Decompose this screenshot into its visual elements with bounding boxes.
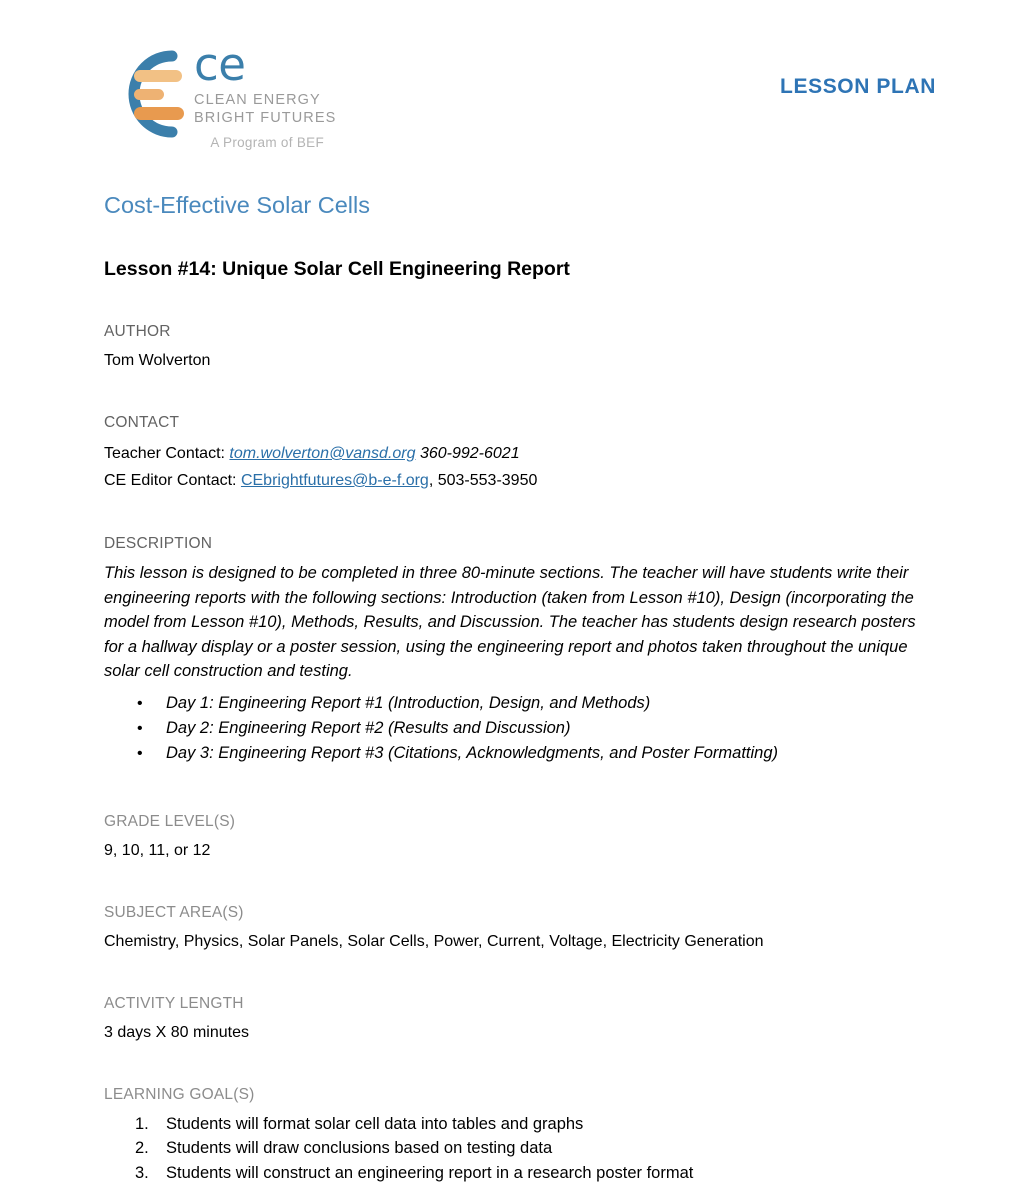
logo-program-line: A Program of BEF [210, 135, 324, 150]
list-item [104, 1112, 956, 1137]
description-day-list [104, 691, 956, 766]
section-grade-level [104, 812, 956, 863]
editor-contact-line [104, 467, 956, 494]
editor-contact-label: CE Editor Contact: [104, 472, 241, 489]
list-item-label: Day 2: Engineering Report #2 (Results and Discussion) [166, 718, 571, 737]
section-contact [104, 413, 956, 494]
bullet-icon: • [137, 719, 143, 737]
page-title: Cost-Effective Solar Cells [104, 192, 370, 218]
list-item [104, 716, 956, 741]
section-heading-subject-area: SUBJECT AREA(S) [104, 903, 244, 921]
section-heading-description: DESCRIPTION [104, 535, 213, 552]
list-item-label: Students will construct an engineering report in a research poster format [166, 1163, 694, 1182]
section-heading-learning-goals: LEARNING GOAL(S) [104, 1085, 255, 1103]
section-heading-activity-length: ACTIVITY LENGTH [104, 994, 244, 1012]
list-item [104, 691, 956, 716]
teacher-contact-label: Teacher Contact: [104, 445, 230, 462]
section-description [104, 534, 956, 766]
section-author [104, 322, 956, 373]
document-body [104, 190, 956, 1185]
contact-details [104, 440, 956, 494]
list-item-label: Students will draw conclusions based on testing data [166, 1139, 553, 1158]
editor-phone: , 503-553-3950 [428, 472, 538, 489]
grade-level-value: 9, 10, 11, or 12 [104, 841, 211, 859]
logo-tagline [194, 91, 336, 127]
logo-text-block [194, 38, 337, 151]
section-learning-goals [104, 1085, 956, 1185]
list-item-label: Students will format solar cell data into tables and graphs [166, 1114, 584, 1133]
section-heading-grade-level: GRADE LEVEL(S) [104, 812, 236, 830]
bullet-icon: • [137, 694, 143, 712]
author-name: Tom Wolverton [104, 352, 211, 369]
list-item-number: 1. [135, 1114, 149, 1133]
document-header [0, 0, 1036, 178]
section-heading-author: AUTHOR [104, 323, 171, 340]
subject-area-value: Chemistry, Physics, Solar Panels, Solar Cells, Power, Current, Voltage, Electricity Generation [104, 932, 764, 950]
list-item-label: Day 3: Engineering Report #3 (Citations, Acknowledgments, and Poster Formatting) [166, 743, 779, 762]
logo-tagline-line-1: CLEAN ENERGY [194, 92, 321, 108]
section-activity-length [104, 994, 956, 1045]
teacher-contact-line [104, 440, 956, 467]
bullet-icon: • [137, 744, 143, 762]
page-subtitle: Lesson #14: Unique Solar Cell Engineering Report [104, 258, 570, 280]
list-item-number: 2. [135, 1139, 149, 1158]
clean-energy-bright-futures-logo-icon [104, 42, 188, 146]
list-item [104, 741, 956, 766]
teacher-email-link[interactable]: tom.wolverton@vansd.org [229, 445, 416, 462]
list-item [104, 1136, 956, 1161]
section-subject-area [104, 903, 956, 954]
cebf-logo [104, 38, 337, 151]
list-item [104, 1161, 956, 1185]
logo-wordmark: ce [194, 38, 246, 91]
editor-email-link[interactable]: CEbrightfutures@b-e-f.org [240, 472, 429, 489]
logo-tagline-line-2: BRIGHT FUTURES [194, 110, 337, 126]
section-heading-contact: CONTACT [104, 414, 180, 431]
list-item-number: 3. [135, 1163, 149, 1182]
list-item-label: Day 1: Engineering Report #1 (Introduction, Design, and Methods) [166, 693, 651, 712]
document-kind-label: LESSON PLAN [780, 75, 936, 98]
activity-length-value: 3 days X 80 minutes [104, 1023, 249, 1041]
teacher-phone: 360-992-6021 [415, 445, 520, 462]
learning-goals-list [104, 1112, 956, 1185]
description-text: This lesson is designed to be completed in three 80-minute sections. The teacher will have students write their engineering reports with the following sections: Introduction (taken from Lesson #10), Design (incorporating the model from Lesson #10), Methods, Results, and Discussion. The teacher has students design research posters for a hallway display or a poster session, using the engineering report and photos taken throughout the unique solar cell construction and testing. [104, 564, 916, 681]
